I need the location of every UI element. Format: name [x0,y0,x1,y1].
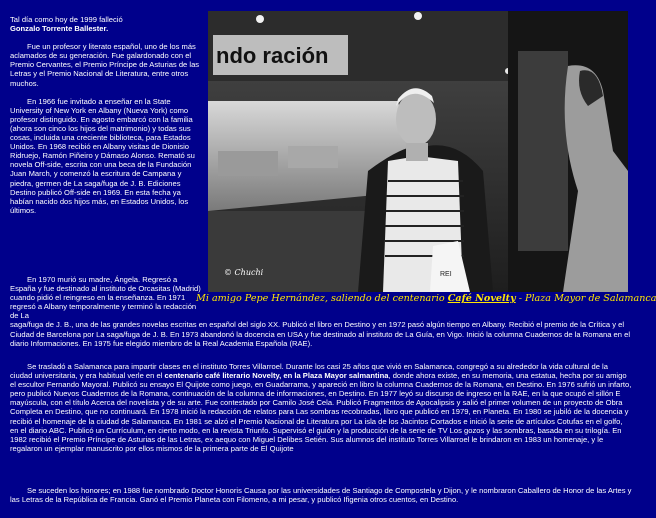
caption-text-before: Mi amigo Pepe Hernández, saliendo del centenario [196,293,448,304]
left-text-column [10,15,204,224]
paragraph-honores [10,486,632,504]
cafe-photo-illustration [208,11,628,292]
paragraph-honores-text: Se suceden los honores; en 1988 fue nombrado Doctor Honoris Causa por las universidades de Santiago de Compostela y Dijon, y le nombraron Caballero de Honor de las Artes y las Letras de la República de Francia. Ganó el Premio Planeta con Filomeno, a mi pesar, y publicó Ifigenia otros cuentos, en Destino. [10,486,632,505]
author-name: Gonzalo Torrente Ballester. [10,24,109,34]
paragraph-1970-part1: En 1970 murió su madre, Ángela. Regresó a España y fue destinado al instituto de Orcasitas (Madrid) cuando pidió el reingreso en la enseñanza. En 1971 regresó a Albany temporalmente y terminó la redacción de La [10,275,201,321]
intro-line: Tal día como hoy de 1999 falleció [10,15,123,24]
paragraph-salamanca [10,362,632,453]
paragraph-albany: En 1966 fue invitado a enseñar en la State University of New York en Albany (Nueva York) como profesor distinguido. En agosto embarcó con la familia (ahora son cinco los hijos del matrimonio) y todas sus cosas, incluida una creciente biblioteca, para Estados Unidos. En 1968 recibió en Albany visitas de Dionisio Ridruejo, Ramón Piñeiro y Dámaso Alonso. Remató su novela Off-side, escrita con una beca de la Fundación Juan March, y comenzó la escritura de Campana y piedra, germen de La saga/fuga de J. B. Ediciones Destino publicó Off-side en 1969. En esta fecha ya habían nacido dos hijos más, en Estados Unidos, los últimos. [10,96,195,215]
photo-watermark: © Chuchi [224,268,264,277]
caption-text-after: - Plaza Mayor de Salamanca [515,293,656,304]
bag-text: REI [440,271,452,278]
paragraph-1970-part2: saga/fuga de J. B., una de las grandes novelas escritas en español del siglo XX. Publicó el libro en Destino y en 1972 pasó algún tiempo en Albany. Recibió el premio de la Crítica y el Ciudad de Barcelona por La saga/fuga de J. B. En 1973 abandonó la docencia en USA y fue destinado al instituto de La Guía, en Vigo. Inició la columna Cuadernos de la Romana en el diario Informaciones. En 1975 fue elegido miembro de la Real Academia Española (RAE). [10,320,631,348]
paragraph-awards: Fue un profesor y literato español, uno de los más aclamados de su generación. Fue galardonado con el Premio Cervantes, el Premio Príncipe de Asturias de las Letras y el Premio Nacional de Literatura, entre otros muchos. [10,42,200,88]
paragraph-salamanca-a: Se trasladó a Salamanca para impartir clases en el instituto Torres Villarroel. Durante los casi 25 años que vivió en Salamanca, congregó a su alrededor la vida cultural de la ciudad universitaria, y era habitual verle en el [10,362,608,381]
paragraph-1970 [10,275,632,348]
paragraph-salamanca-bold: centenario café literario Novelty, en la Plaza Mayor salmantina [164,371,389,381]
cafe-photo [208,11,628,292]
cafe-sign-text: ndo ración [216,43,329,68]
intro-paragraph [10,15,204,33]
paragraph-salamanca-b: , donde ahora existe, en su memoria, una estatua, hecha por su amigo el escultor Fernando Mayoral. Publicó su ensayo El Quijote como juego, en Guadarrama, y apareció en libro la columna Cuadernos de la Romana, en Destino. En 1976 sufrió un infarto, pero publicó Nuevos Cuadernos de la Romana, continuación de la columna de informaciones, en Destino. En 1977 leyó su discurso de ingreso en la RAE, en la que ocupó el sillón E mayúscula, con el título Acerca del novelista y de su arte. Fue contestado por Camilo José Cela. Publicó Fragmentos de Apocalipsis y salió el primer volumen de un proyecto de Obra Completa en Destino, que no continuará. En 1978 inició la redacción de relatos para Las sombras recobradas, libro que publicó en 1979, en Planeta. En 1980 se jubiló de la docencia y recibió el homenaje de la ciudad de Salamanca. En 1981 se alzó el Premio Nacional de Literatura por La isla de los Jacintos Cortados e inició la serie de artículos Cotufas en el golfo, en el diario ABC. Publicó un Currículum, en cierto modo, en la revista Triunfo. Supervisó el guión y la producción de la serie de TV Los gozos y las sombras, basada en su trilogía. En 1982 recibió el Premio Príncipe de Asturias de las Letras, ex aequo con Miguel Delibes Setién. Sus alumnos del instituto Torres Villarroel le brindaron en 1983 un homenaje, y le regalaron un ejemplar manuscrito por ellos mismos de la primera parte de El Quijote [10,371,632,453]
caption-cafe-name: Café Novelty [447,293,516,304]
